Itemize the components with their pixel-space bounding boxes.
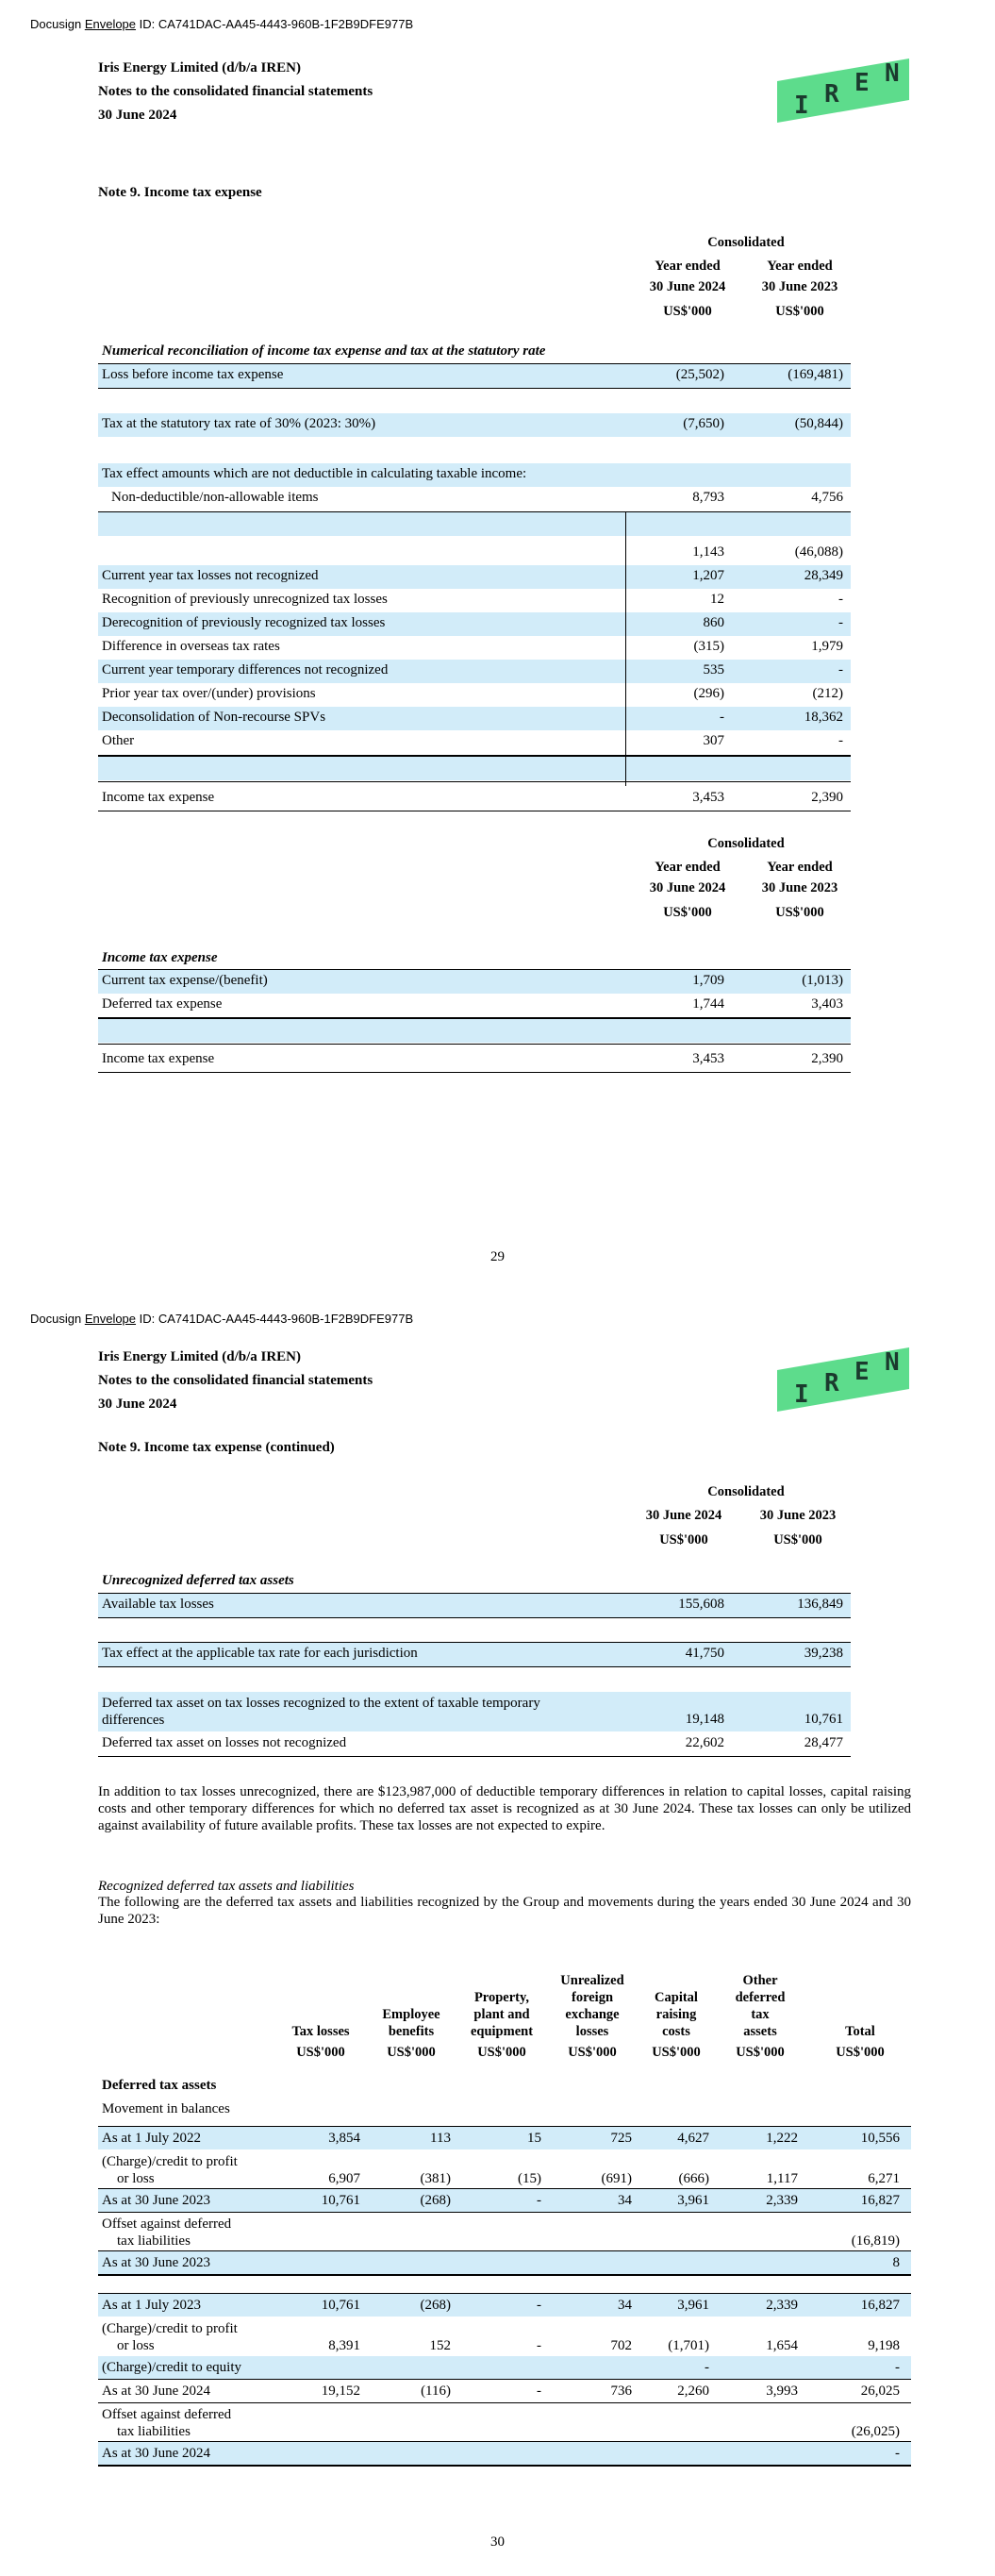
header-date: 30 June 2024 (98, 108, 177, 123)
table-row: Current year temporary differences not recognized 535 - (98, 660, 851, 683)
table-row (98, 2380, 911, 2402)
cell: 8 (892, 2255, 900, 2270)
logo-letter-e: E (854, 69, 870, 97)
table-row: Current year tax losses not recognized 1,207 28,349 (98, 565, 851, 589)
cell: 113 (430, 2131, 451, 2146)
logo-letter-n: N (885, 59, 900, 88)
col-employee-benefits: Employee benefits US$'000 (382, 2007, 440, 2060)
cell: 2,339 (766, 2298, 798, 2313)
table-row (98, 2213, 911, 2250)
company-name: Iris Energy Limited (d/b/a IREN) (98, 60, 302, 75)
dta-title: Deferred tax assets (102, 2078, 217, 2093)
col2-header (745, 256, 854, 322)
table-row (98, 2189, 911, 2212)
table-row (98, 2150, 911, 2188)
table-row: Tax at the statutory tax rate of 30% (2023: 30%) (7,650) (50,844) (98, 413, 851, 437)
cell: 3,961 (677, 2298, 709, 2313)
row-label: As at 30 June 2023 (102, 2255, 210, 2270)
cell: 3,961 (677, 2193, 709, 2208)
cell: - (537, 2384, 541, 2399)
cell: 6,271 (868, 2171, 900, 2186)
cell: 152 (429, 2338, 451, 2353)
cell: 4,627 (677, 2131, 709, 2146)
section-unrecognized: Unrecognized deferred tax assets (102, 1573, 294, 1588)
envelope-id (30, 17, 413, 31)
envelope-id: Docusign Envelope ID: CA741DAC-AA45-4443-960B-1F2B9DFE977B (30, 1312, 414, 1326)
row-label: (Charge)/credit to equity (102, 2360, 242, 2375)
page-number: 30 (490, 2534, 505, 2550)
rule (98, 781, 851, 782)
cell: 2,260 (677, 2384, 709, 2399)
rule (98, 2379, 911, 2380)
table-row (98, 1019, 851, 1043)
rule (98, 1666, 851, 1667)
logo-letter-r: R (824, 80, 839, 109)
paragraph-recognized: The following are the deferred tax assets and liabilities recognized by the Group and movements during the years ended 30 June 2024 and 30 June 2023: (98, 1895, 911, 1927)
row-label: As at 30 June 2024 (102, 2446, 210, 2461)
cell: 8,391 (328, 2338, 360, 2353)
section-reconciliation: Numerical reconciliation of income tax expense and tax at the statutory rate (102, 343, 546, 359)
col-ppe: Property, plant and equipment US$'000 (470, 1990, 534, 2060)
table-row: Tax effect at the applicable tax rate for each jurisdiction 41,750 39,238 (98, 1643, 851, 1666)
row-label: As at 1 July 2022 (102, 2131, 201, 2146)
document-header (98, 57, 373, 127)
rule (98, 2212, 911, 2213)
consolidated-header: Consolidated (707, 235, 785, 250)
col2-unit: US$'000 (775, 304, 824, 319)
cell: - (537, 2193, 541, 2208)
cell: (15) (518, 2171, 541, 2186)
header-subtitle: Notes to the consolidated financial statements (98, 1373, 373, 1388)
envelope-suffix: ID: CA741DAC-AA45-4443-960B-1F2B9DFE977B (136, 17, 414, 31)
table-row: Deferred tax asset on tax losses recognized to the extent of taxable temporary differences 19,148 10,761 (98, 1692, 851, 1731)
table-row (98, 512, 851, 536)
page-30 (0, 1312, 995, 2576)
header-subtitle: Notes to the consolidated financial statements (98, 84, 373, 99)
table-row-total: Income tax expense 3,453 2,390 (102, 790, 843, 805)
cell: 2,339 (766, 2193, 798, 2208)
table-row: Tax effect amounts which are not deductible in calculating taxable income: (98, 463, 851, 487)
table-row: Available tax losses 155,608 136,849 (98, 1594, 851, 1617)
col-fx-losses: Unrealized foreign exchange losses US$'000 (560, 1973, 624, 2060)
cell: 10,556 (860, 2131, 900, 2146)
row-label: As at 30 June 2023 (102, 2193, 210, 2208)
cell: - (895, 2446, 900, 2461)
rule (98, 2274, 911, 2276)
cell: (16,819) (851, 2233, 900, 2249)
col2-line1: Year ended (767, 259, 833, 274)
cell: 15 (527, 2131, 541, 2146)
table-row: Difference in overseas tax rates (315) 1,979 (102, 639, 843, 654)
rule (98, 1756, 851, 1757)
cell: 3,993 (766, 2384, 798, 2399)
table-row-total: Income tax expense 3,453 2,390 (102, 1051, 843, 1066)
document-header (98, 1346, 373, 1416)
cell: (26,025) (851, 2424, 900, 2439)
cell: 702 (610, 2338, 632, 2353)
column-divider (625, 512, 626, 786)
svg-text:N: N (885, 1348, 900, 1377)
iren-logo (773, 1344, 913, 1412)
cell: (116) (421, 2384, 451, 2399)
cell: 10,761 (321, 2193, 360, 2208)
col1-header-2: Year ended 30 June 2024 US$'000 (649, 860, 726, 920)
svg-text:R: R (824, 1369, 839, 1397)
cell: 10,761 (321, 2298, 360, 2313)
row-label: Offset against deferred tax liabilities (102, 2407, 232, 2439)
table-row: Prior year tax over/(under) provisions (296) (212) (102, 686, 843, 701)
cell: 6,907 (328, 2171, 360, 2186)
iren-logo (773, 55, 913, 123)
col-capital-raising: Capital raising costs US$'000 (652, 1990, 701, 2060)
col2-header-2: Year ended 30 June 2023 US$'000 (761, 860, 838, 920)
cell: (381) (420, 2171, 451, 2186)
rule (98, 1044, 851, 1045)
table-row (98, 2251, 911, 2274)
cell: 1,654 (766, 2338, 798, 2353)
table-row (98, 757, 851, 780)
envelope-link[interactable]: Envelope (84, 17, 137, 31)
cell: 1,117 (766, 2171, 798, 2186)
cell: (268) (420, 2298, 451, 2313)
col1-line1: Year ended (655, 259, 721, 274)
cell: - (537, 2338, 541, 2353)
rule (98, 1617, 851, 1618)
row-label: (Charge)/credit to profit or loss (102, 2154, 238, 2186)
cell: 16,827 (860, 2298, 900, 2313)
envelope-prefix: Docusign (30, 17, 85, 31)
row-label: (Charge)/credit to profit or loss (102, 2321, 238, 2353)
cell: (1,701) (668, 2338, 709, 2353)
rule (98, 2465, 911, 2467)
rule (98, 388, 851, 389)
note-title: Note 9. Income tax expense (98, 185, 262, 200)
table-row: Other 307 - (102, 733, 843, 748)
rule (98, 2293, 911, 2294)
cell: 3,854 (328, 2131, 360, 2146)
svg-text:I: I (794, 1380, 809, 1409)
cell: 19,152 (321, 2384, 360, 2399)
cell: - (537, 2298, 541, 2313)
envelope-link[interactable]: Envelope (84, 1312, 137, 1326)
subheading-recognized: Recognized deferred tax assets and liabilities (98, 1879, 355, 1894)
company-name: Iris Energy Limited (d/b/a IREN) (98, 1349, 302, 1364)
table-row: Current tax expense/(benefit) 1,709 (1,013) (98, 970, 851, 994)
col1-header: 30 June 2024 US$'000 (645, 1508, 722, 1547)
table-row: Loss before income tax expense (25,502) (169,481) (98, 364, 851, 388)
table-row: Non-deductible/non-allowable items 8,793 4,756 (111, 490, 843, 505)
table-row: Derecognition of previously recognized tax losses 860 - (98, 612, 851, 636)
cell: (691) (601, 2171, 632, 2186)
rule (98, 1072, 851, 1073)
col-other-dta: Other deferred tax assets US$'000 (735, 1973, 786, 2060)
table-row: Recognition of previously unrecognized tax losses 12 - (102, 592, 843, 607)
row-label: Offset against deferred tax liabilities (102, 2216, 232, 2249)
col2-line2: 30 June 2023 (761, 279, 838, 294)
rule (98, 2126, 911, 2127)
section-income-tax: Income tax expense (102, 950, 218, 965)
movement-label: Movement in balances (102, 2101, 230, 2116)
cell: 9,198 (868, 2338, 900, 2353)
table-row: Deferred tax asset on losses not recognized 22,602 28,477 (102, 1735, 843, 1750)
col1-header (636, 256, 739, 322)
rule (98, 2188, 911, 2189)
col2-header: 30 June 2023 US$'000 (759, 1508, 837, 1547)
rule (98, 2441, 911, 2442)
cell: (666) (678, 2171, 709, 2186)
consolidated-header-2: Consolidated (707, 836, 785, 851)
table-row (98, 2356, 911, 2379)
rule (98, 2402, 911, 2403)
table-row (98, 2294, 911, 2317)
cell: - (705, 2360, 709, 2375)
cell: 34 (618, 2298, 632, 2313)
logo-letter-i: I (794, 92, 809, 120)
consolidated-header: Consolidated (707, 1484, 785, 1499)
table-row (98, 2403, 911, 2441)
page-number: 29 (490, 1249, 505, 1264)
col-total: Total US$'000 (836, 2024, 885, 2060)
rule (98, 2250, 911, 2251)
cell: - (895, 2360, 900, 2375)
table-row (98, 2317, 911, 2355)
row-label: As at 1 July 2023 (102, 2298, 201, 2313)
svg-text:E: E (854, 1358, 870, 1386)
cell: 26,025 (860, 2384, 900, 2399)
col-tax-losses: Tax losses US$'000 (291, 2024, 350, 2060)
table-row: 1,143 (46,088) (692, 544, 843, 560)
table-row (98, 2127, 911, 2149)
paragraph-deductible: In addition to tax losses unrecognized, there are $123,987,000 of deductible temporary differences in relation to capital losses, capital raising costs and other temporary differences for which no deferred tax asset is recognized as at 30 June 2024. These tax losses can only be utilized against availability of future available profits. These tax losses are not expected to expire. (98, 1784, 911, 1833)
cell: (268) (420, 2193, 451, 2208)
cell: 34 (618, 2193, 632, 2208)
row-label: As at 30 June 2024 (102, 2384, 210, 2399)
header-date: 30 June 2024 (98, 1397, 177, 1412)
table-row (98, 2442, 911, 2465)
table-row: Deferred tax expense 1,744 3,403 (102, 996, 843, 1012)
cell: 725 (610, 2131, 632, 2146)
cell: 16,827 (860, 2193, 900, 2208)
note-title: Note 9. Income tax expense (continued) (98, 1440, 335, 1455)
cell: 1,222 (766, 2131, 798, 2146)
table-row: Deconsolidation of Non-recourse SPVs - 18,362 (98, 707, 851, 730)
col1-unit: US$'000 (663, 304, 712, 319)
col1-line2: 30 June 2024 (649, 279, 726, 294)
cell: 736 (610, 2384, 632, 2399)
